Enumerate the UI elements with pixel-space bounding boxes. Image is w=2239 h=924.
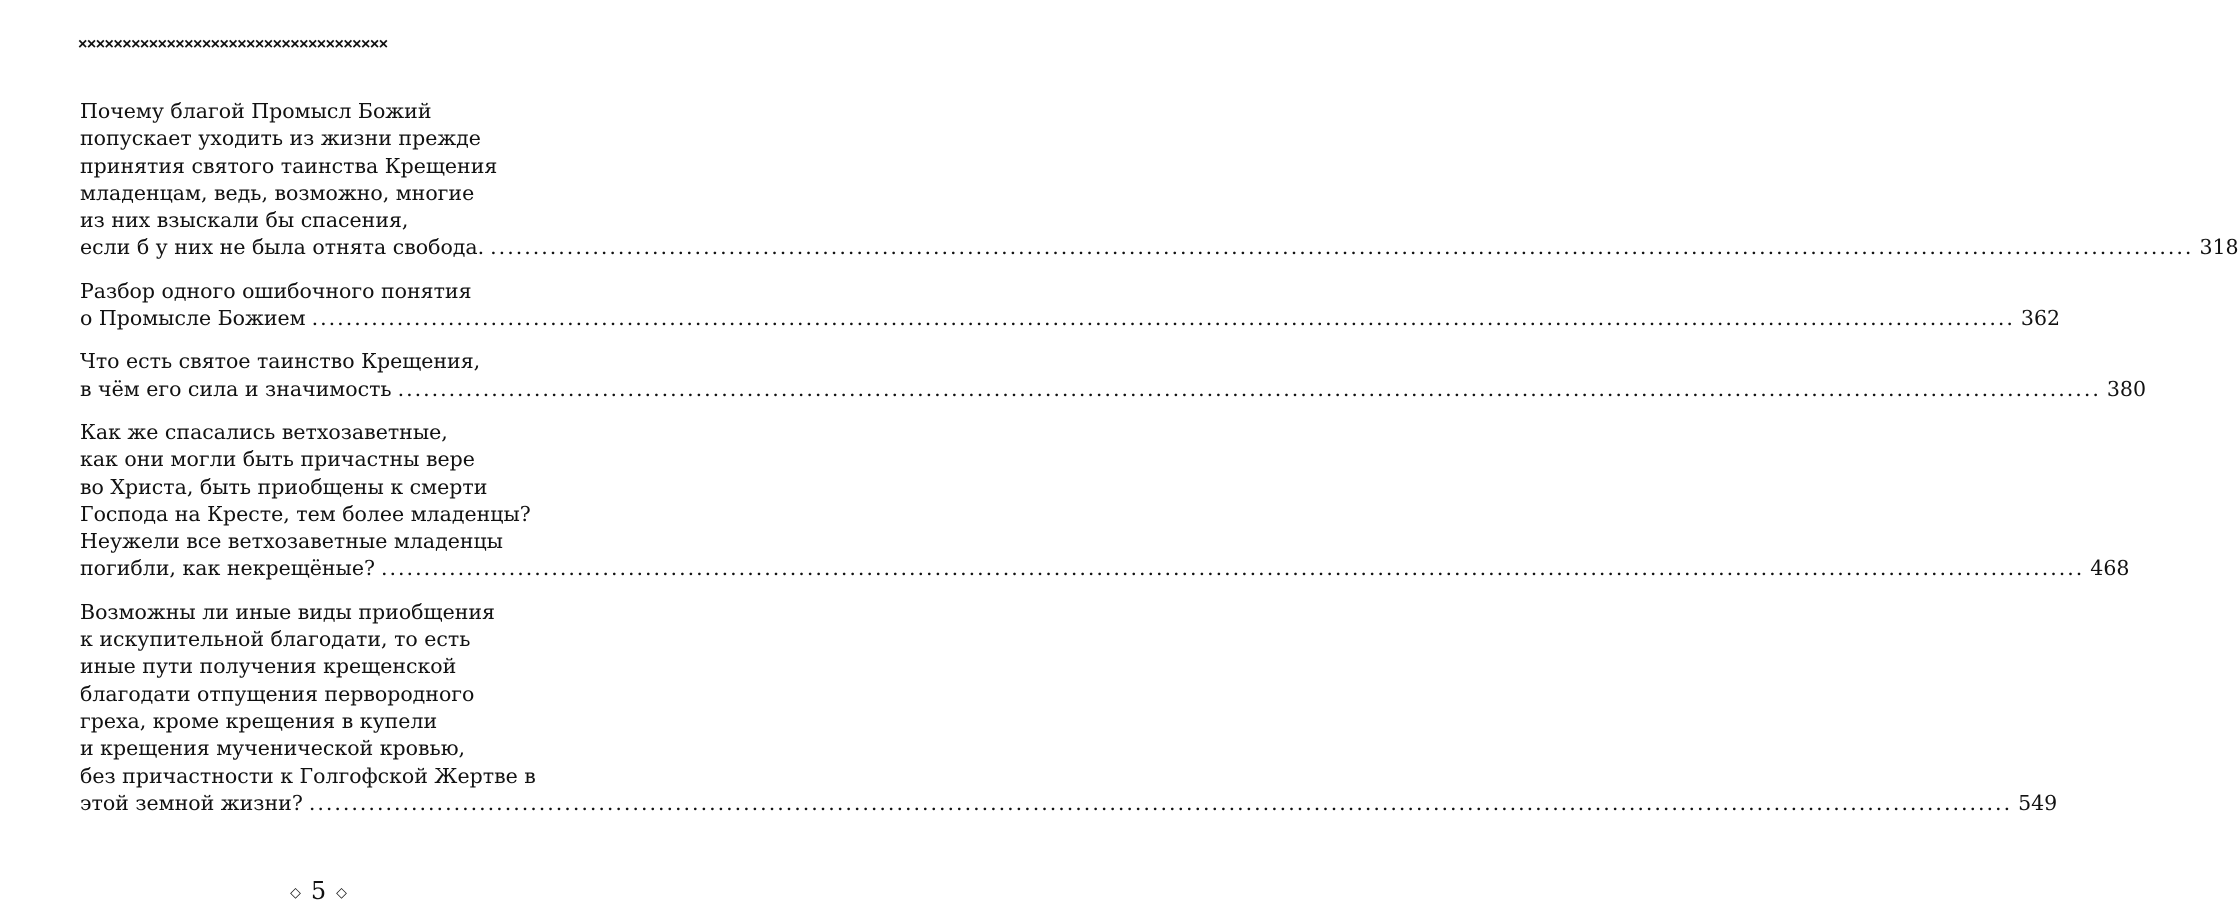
toc-entry-line: из них взыскали бы спасения, xyxy=(80,208,409,233)
toc-entry-line: Разбор одного ошибочного понятия xyxy=(80,278,472,303)
toc-entry-last-line xyxy=(80,376,2146,403)
toc-entry[interactable] xyxy=(80,278,2061,333)
page-number: 5 xyxy=(310,877,327,905)
toc-entry-line: попускает уходить из жизни прежде xyxy=(80,126,481,151)
toc-entry-line: младенцам, ведь, возможно, многие xyxy=(80,180,475,205)
toc-entry-line: во Христа, быть приобщены к смерти xyxy=(80,474,488,499)
toc-entry-line: без причастности к Голгофской Жертве в xyxy=(80,763,536,788)
toc-page-number: 468 xyxy=(2090,556,2130,581)
dot-leader: ........................................................................................................................................................................................................ xyxy=(308,790,2013,815)
toc-entry-text: этой земной жизни? xyxy=(80,790,303,815)
toc-entry-text: о Промысле Божием xyxy=(80,306,306,331)
toc-entry-line: принятия святого таинства Крещения xyxy=(80,153,498,178)
toc-page-number: 318 xyxy=(2199,235,2239,260)
toc-entry[interactable] xyxy=(80,98,2239,262)
toc-entry-line: благодати отпущения первородного xyxy=(80,681,475,706)
table-of-contents xyxy=(80,98,2239,833)
toc-entry-last-line xyxy=(80,305,2061,332)
toc-entry-text: погибли, как некрещёные? xyxy=(80,556,375,581)
toc-entry-text: если б у них не была отнята свобода. xyxy=(80,235,485,260)
toc-entry-last-line xyxy=(80,555,2130,582)
toc-entry-line: Неужели все ветхозаветные младенцы xyxy=(80,529,504,554)
dot-leader: ........................................................................................................................................................................................................ xyxy=(397,376,2101,401)
toc-entry-last-line xyxy=(80,790,2058,817)
toc-entry-line: греха, кроме крещения в купели xyxy=(80,708,438,733)
dot-leader: ........................................................................................................................................................................................................ xyxy=(311,306,2015,331)
toc-entry-line: Господа на Кресте, тем более младенцы? xyxy=(80,501,531,526)
toc-page-number: 549 xyxy=(2018,790,2058,815)
toc-entry-line: Что есть святое таинство Крещения, xyxy=(80,349,481,374)
dot-leader: ........................................................................................................................................................................................................ xyxy=(381,556,2085,581)
toc-entry-line: как они могли быть причастны вере xyxy=(80,447,475,472)
diamond-right-icon: ◇ xyxy=(336,884,347,901)
toc-entry-line: и крещения мученической кровью, xyxy=(80,736,466,761)
toc-entry[interactable] xyxy=(80,599,2058,817)
toc-entry-line: к искупительной благодати, то есть xyxy=(80,627,471,652)
toc-entry-line: Возможны ли иные виды приобщения xyxy=(80,599,495,624)
toc-entry-line: иные пути получения крещенской xyxy=(80,654,457,679)
dot-leader: ........................................................................................................................................................................................................ xyxy=(490,235,2194,260)
toc-entry-line: Как же спасались ветхозаветные, xyxy=(80,419,448,444)
toc-entry-last-line xyxy=(80,234,2239,261)
page-footer xyxy=(0,876,637,908)
diamond-left-icon: ◇ xyxy=(290,884,301,901)
toc-entry-line: Почему благой Промысл Божий xyxy=(80,99,432,123)
toc-entry-text: в чём его сила и значимость xyxy=(80,376,392,401)
toc-page-number: 362 xyxy=(2020,306,2061,331)
ornament-border: ××××××××××××××××××××××××××××××××××× xyxy=(78,36,388,53)
toc-entry[interactable] xyxy=(80,348,2146,403)
toc-entry[interactable] xyxy=(80,419,2130,583)
toc-page-number: 380 xyxy=(2106,376,2146,401)
